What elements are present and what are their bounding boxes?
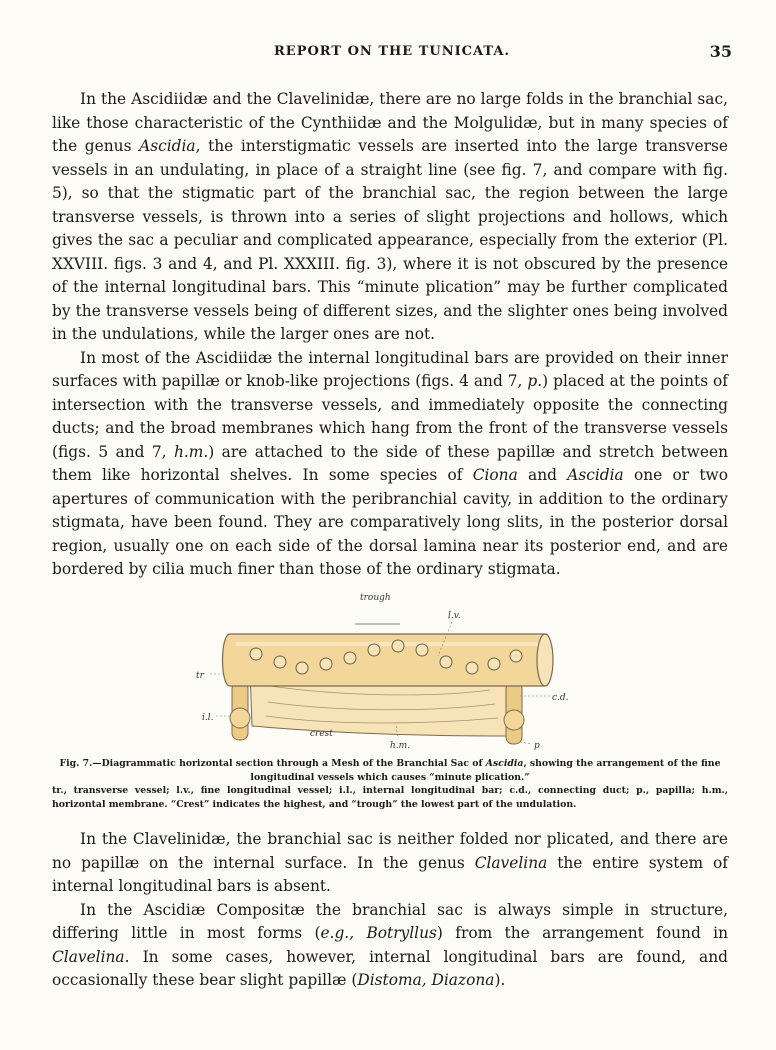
- label-hm: h.m.: [390, 741, 411, 751]
- page-header: [52, 44, 732, 68]
- label-cd: c.d.: [552, 693, 569, 703]
- paragraph-4: In the Ascidiæ Compositæ the branchial sac is always simple in structure, differing little in most forms (e.g., Botryllus) from the arrangement found in Clavelina. In some cases, however, internal longitudinal bars are found, and occasionally these bear slight papillæ (Distoma, Diazona).: [52, 900, 729, 989]
- label-tr: tr: [196, 671, 204, 681]
- paragraph-2: In most of the Ascidiidæ the internal longitudinal bars are provided on their inner surfaces with papillæ or knob-like projections (figs. 4 and 7, p.) placed at the points of intersection with the transverse vessels, and immediately opposite the connecting ducts; and the broad membranes which hang from the front of the transverse vessels (figs. 5 and 7, h.m.) are attached to the side of these papillæ and stretch between them like horizontal shelves. In some species of Ciona and Ascidia one or two apertures of communication with the peribranchial cavity, in addition to the ordinary stigmata, have been found. They are comparatively long slits, in the posterior dorsal region, usually one on each side of the dorsal lamina near its posterior end, and are bordered by cilia much finer than those of the ordinary stigmata.: [52, 348, 728, 578]
- label-crest: crest: [310, 729, 333, 739]
- label-trough: trough: [360, 593, 391, 603]
- body-text-bottom: [52, 828, 728, 993]
- label-p: p: [534, 741, 540, 751]
- caption-legend: tr., transverse vessel; l.v., fine longitudinal vessel; i.l., internal longitudinal bar; c.d., connecting duct; p., papilla; h.m., horizontal membrane. “Crest” indicates the highest, and “trough” the lowest part of the undulation.: [52, 785, 728, 810]
- branchial-mesh-diagram: [190, 586, 570, 756]
- paragraph-3: In the Clavelinidæ, the branchial sac is neither folded nor plicated, and there are no papillæ on the internal surface. In the genus Clavelina the entire system of internal longitudinal bars is absent.: [52, 830, 728, 895]
- label-il: i.l.: [202, 713, 214, 723]
- figure-caption: [52, 757, 728, 811]
- papilla-right: [504, 710, 524, 730]
- page-number: 35: [709, 42, 732, 61]
- running-title: REPORT ON THE TUNICATA.: [274, 44, 510, 59]
- paragraph-1: In the Ascidiidæ and the Clavelinidæ, there are no large folds in the branchial sac, like those characteristic of the Cynthiidæ and the Molgulidæ, but in many species of the genus Ascidia, the interstigmatic vessels are inserted into the large transverse vessels in an undulating, in place of a straight line (see fig. 7, and compare with fig. 5), so that the stigmatic part of the branchial sac, the region between the large transverse vessels, is thrown into a series of slight projections and hollows, which gives the sac a peculiar and complicated appearance, especially from the exterior (Pl. XXVIII. figs. 3 and 4, and Pl. XXXIII. fig. 3), where it is not obscured by the presence of the internal longitudinal bars. This “minute plication” may be further complicated by the transverse vessels being of different sizes, and the slighter ones being involved in the undulations, while the larger ones are not.: [52, 90, 728, 343]
- caption-title: Fig. 7.—Diagrammatic horizontal section through a Mesh of the Branchial Sac of Ascidia, showing the arrangement of the fine longitudinal vessels which causes “minute plication.”: [59, 758, 721, 783]
- transverse-vessel: [223, 634, 553, 686]
- body-text-top: [52, 88, 728, 582]
- figure-7: [190, 586, 570, 756]
- papilla-left: [230, 708, 250, 728]
- label-lv: l.v.: [448, 611, 461, 621]
